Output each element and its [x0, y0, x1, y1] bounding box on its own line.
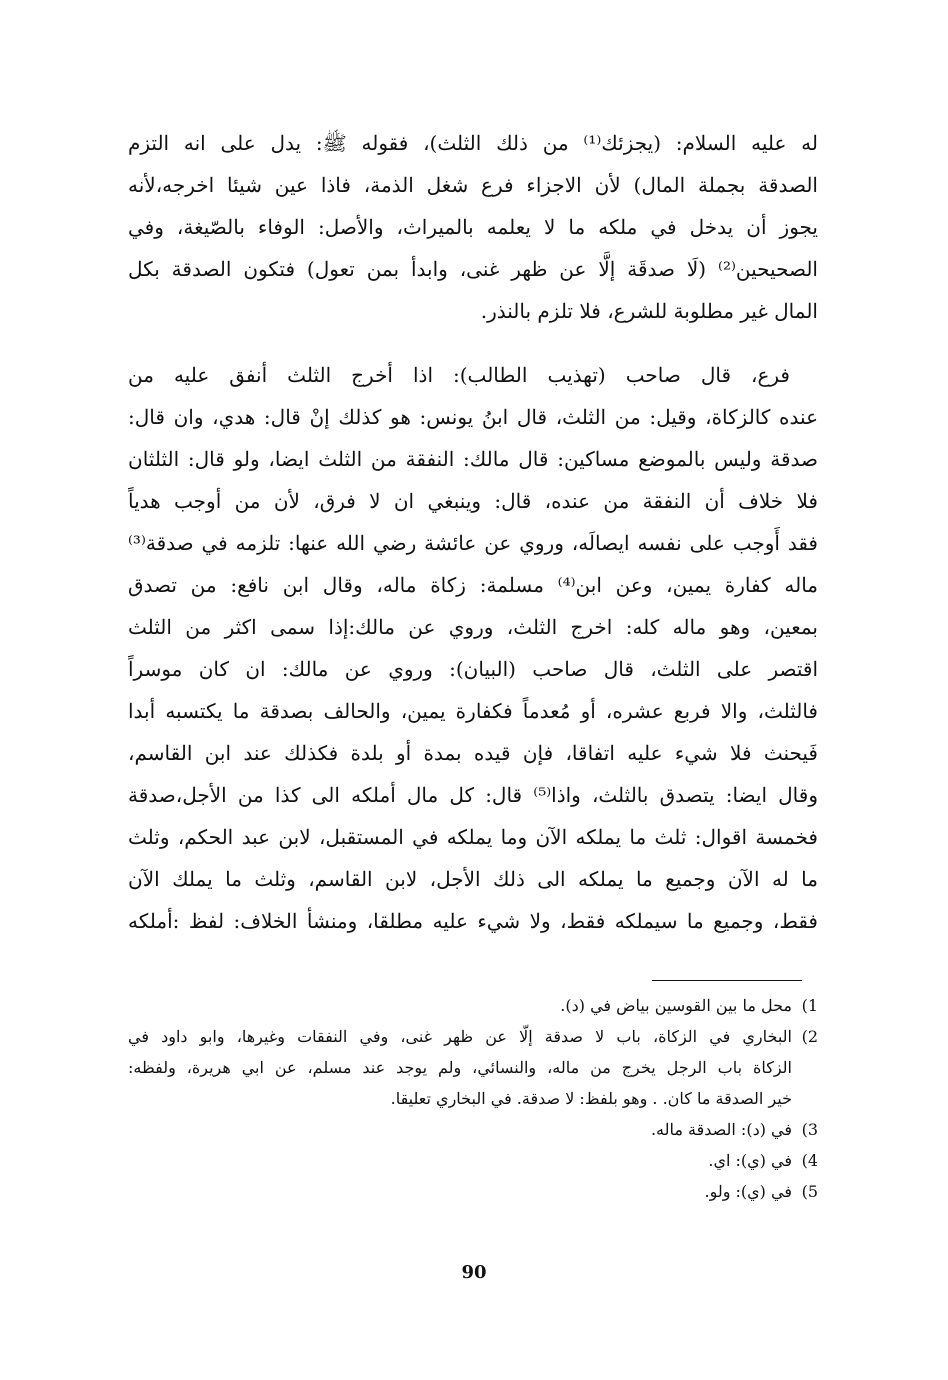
text-line: الصدقة بجملة المال) لأن الاجزاء فرع شغل الذمة، فاذا عين شيئا اخرجه،لأنه — [128, 173, 818, 197]
text-line: صدقة وليس بالموضع مساكين: قال مالك: النفقة من الثلث ايضا، ولو قال: الثلثان — [128, 447, 818, 471]
footnote-number: 1) — [801, 996, 818, 1015]
text-line: فخمسة اقوال: ثلث ما يملكه الآن وما يملكه في المستقبل، لابن عبد الحكم، وثلث — [128, 825, 818, 849]
text-line: يجوز أن يدخل في ملكه ما لا يعلمه بالميراث، والأصل: الوفاء بالصّيغة، وفي — [128, 215, 818, 239]
footnote-text: في (د): الصدقة ماله. — [650, 1120, 792, 1139]
text-line: المال غير مطلوبة للشرع، فلا تلزم بالنذر. — [480, 299, 818, 323]
footnote-separator — [652, 980, 802, 981]
text-line: عنده كالزكاة، وقيل: من الثلث، قال ابنُ يونس: هو كذلك إنْ قال: هدي، وان قال: — [128, 405, 818, 429]
footnote-text: محل ما بين القوسين بياض في (د). — [560, 996, 792, 1015]
footnote-number: 5) — [801, 1182, 818, 1201]
footnote-text: الزكاة باب الرجل يخرج من ماله، والنسائي، ولم يوجد عند مسلم، عن ابي هريرة، ولفظه: — [128, 1058, 792, 1077]
footnote-number: 4) — [801, 1151, 818, 1170]
footnote-4 — [128, 1145, 818, 1176]
text-line: فالثلث، والا فربع عشره، أو مُعدماً فكفارة يمين، والحالف بصدقة ما يكتسبه أبدا — [128, 699, 818, 723]
text-line: ماله كفارة يمين، وعن ابن⁽⁴⁾ مسلمة: زكاة ماله، وقال ابن نافع: من تصدق — [128, 573, 818, 597]
text-line: وقال ايضا: يتصدق بالثلث، واذا⁽⁵⁾ قال: كل مال أملكه الى كذا من الأجل،صدقة — [128, 783, 818, 807]
page-number: 90 — [461, 1262, 487, 1283]
text-line: فرع، قال صاحب (تهذيب الطالب): اذا أخرج الثلث أنفق عليه من — [128, 363, 790, 387]
footnote-5 — [128, 1176, 818, 1207]
body-paragraph-2 — [128, 354, 818, 942]
text-line: فقد أَوجب على نفسه ايصالَه، وروي عن عائشة رضي الله عنها: تلزمه في صدقة⁽³⁾ — [128, 531, 818, 555]
text-line: له عليه السلام: (يجزئك⁽¹⁾ من ذلك الثلث)، فقوله ﷺ: يدل على انه التزم — [128, 131, 818, 155]
footnote-text: خير الصدقة ما كان. . وهو بلفظ: لا صدقة. في البخاري تعليقا. — [390, 1089, 792, 1108]
footnote-number: 3) — [801, 1120, 818, 1139]
footnote-text: البخاري في الزكاة، باب لا صدقة إلّا عن ظهر غنى، وفي النفقات وغيرها، وابو داود في — [128, 1027, 792, 1046]
text-line: فقط، وجميع ما سيملكه فقط، ولا شيء عليه مطلقا، ومنشأ الخلاف: لفظ :أملكه — [128, 909, 818, 933]
footnote-text: في (ي): ولو. — [704, 1182, 792, 1201]
footnote-text: في (ي): اي. — [708, 1151, 792, 1170]
footnote-1 — [128, 990, 818, 1021]
text-line: ما له الآن وجميع ما يملكه الى ذلك الأجل، لابن القاسم، وثلث ما يملك الآن — [128, 867, 818, 891]
body-paragraph-1 — [128, 122, 818, 332]
footnote-number: 2) — [801, 1027, 818, 1046]
text-line: اقتصر على الثلث، قال صاحب (البيان): وروي عن مالك: ان كان موسراً — [128, 657, 818, 681]
text-line: الصحيحين⁽²⁾ (لَا صدقَة إلَّا عن ظهر غنى، وابدأ بمن تعول) فتكون الصدقة بكل — [128, 257, 818, 281]
footnote-3 — [128, 1114, 818, 1145]
text-line: فلا خلاف أن النفقة من عنده، قال: وينبغي ان لا فرق، لأن من أوجب هدياً — [128, 489, 818, 513]
footnotes — [128, 990, 818, 1207]
footnote-2 — [128, 1021, 818, 1114]
text-line: فَيحنث فلا شيء عليه اتفاقا، فإن قيده بمدة أو بلدة فكذلك عند ابن القاسم، — [128, 741, 818, 765]
text-line: بمعين، وهو ماله كله: اخرج الثلث، وروي عن مالك:إذا سمى اكثر من الثلث — [128, 615, 818, 639]
